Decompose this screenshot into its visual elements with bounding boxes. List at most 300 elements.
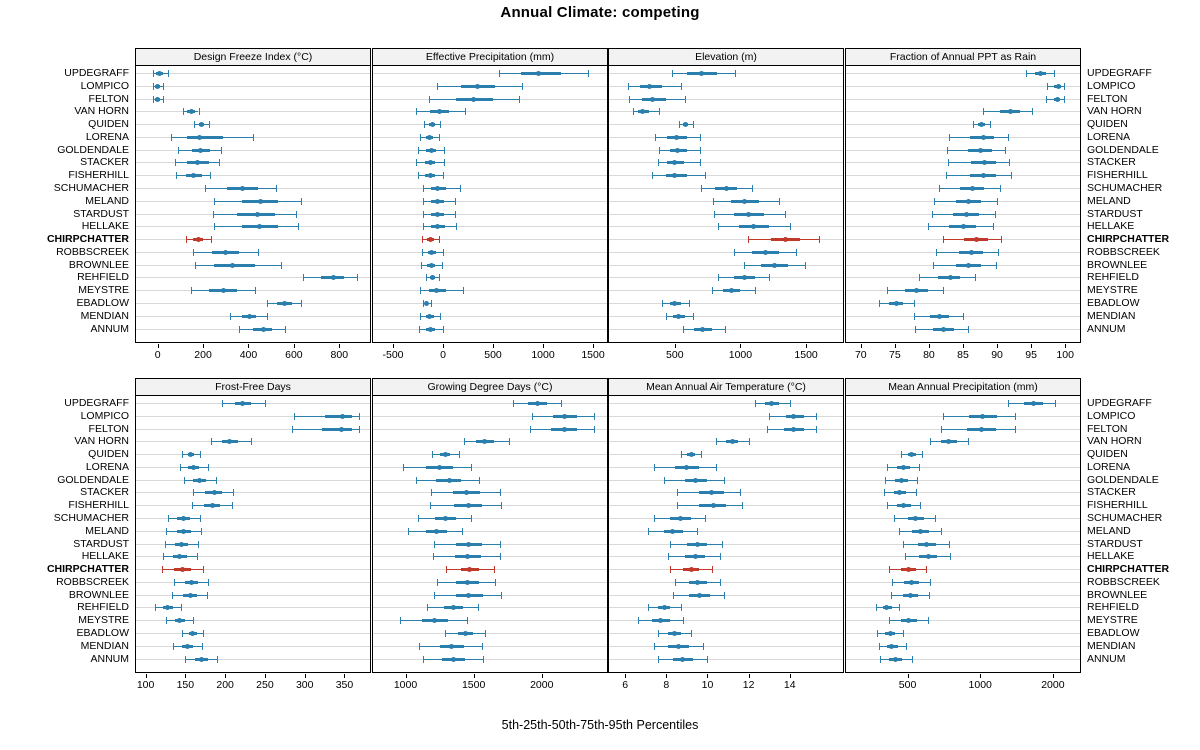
whisker-cap	[155, 604, 156, 611]
median-marker	[451, 657, 456, 662]
median-marker	[672, 631, 677, 636]
whisker-cap	[418, 147, 419, 154]
median-marker	[884, 605, 889, 610]
whisker-cap	[426, 274, 427, 281]
site-label: EBADLOW	[1087, 297, 1140, 309]
whisker-cap	[655, 134, 656, 141]
median-marker	[191, 173, 196, 178]
whisker-cap	[446, 566, 447, 573]
whisker-cap	[707, 656, 708, 663]
grid-line	[846, 467, 1080, 468]
whisker-cap	[500, 489, 501, 496]
whisker-cap	[975, 274, 976, 281]
axis-tick	[707, 674, 708, 678]
whisker-cap	[483, 656, 484, 663]
whisker-cap	[166, 617, 167, 624]
whisker-cap	[742, 502, 743, 509]
whisker-cap	[532, 413, 533, 420]
whisker-cap	[693, 121, 694, 128]
whisker-cap	[437, 83, 438, 90]
grid-line	[609, 633, 843, 634]
site-labels-left	[11, 66, 129, 342]
whisker-cap	[421, 262, 422, 269]
whisker-cap	[755, 400, 756, 407]
whisker-cap	[714, 211, 715, 218]
grid-line	[846, 480, 1080, 481]
whisker-cap	[153, 83, 154, 90]
site-label: SCHUMACHER	[1087, 512, 1163, 524]
grid-line	[373, 239, 607, 240]
whisker-cap	[1055, 400, 1056, 407]
median-marker	[424, 301, 429, 306]
axis-tick-label: 95	[1025, 349, 1037, 361]
whisker-cap	[430, 502, 431, 509]
whisker-cap	[681, 604, 682, 611]
site-label: BROWNLEE	[1087, 259, 1148, 271]
axis-tick	[146, 674, 147, 678]
whisker-cap	[628, 83, 629, 90]
axis-tick	[963, 344, 964, 348]
median-marker	[709, 490, 714, 495]
whisker-cap	[879, 643, 880, 650]
whisker-cap	[431, 300, 432, 307]
whisker-cap	[700, 134, 701, 141]
median-marker	[979, 122, 984, 127]
site-label: LOMPICO	[1087, 80, 1136, 92]
whisker-cap	[1064, 96, 1065, 103]
whisker-cap	[153, 70, 154, 77]
site-label: STARDUST	[1087, 538, 1143, 550]
median-marker	[966, 199, 971, 204]
whisker-cap	[638, 617, 639, 624]
median-marker	[909, 452, 914, 457]
median-marker	[223, 250, 228, 255]
median-marker	[535, 401, 540, 406]
median-marker	[948, 275, 953, 280]
whisker-cap	[914, 313, 915, 320]
whisker-cap	[456, 223, 457, 230]
grid-line	[846, 290, 1080, 291]
whisker-cap	[162, 566, 163, 573]
site-label: LORENA	[85, 131, 129, 143]
site-label: ANNUM	[90, 323, 129, 335]
x-axis	[608, 344, 844, 366]
whisker-cap	[455, 198, 456, 205]
median-marker	[199, 657, 204, 662]
whisker-cap	[934, 198, 935, 205]
whisker-cap	[200, 451, 201, 458]
axis-tick-label: 8	[663, 679, 670, 691]
grid-line	[136, 111, 370, 112]
median-marker	[1056, 84, 1061, 89]
whisker-cap	[973, 121, 974, 128]
whisker-cap	[400, 617, 401, 624]
axis-tick-label: 2000	[1041, 679, 1065, 691]
whisker-cap	[201, 528, 202, 535]
whisker-cap	[422, 249, 423, 256]
median-marker	[427, 314, 432, 319]
median-marker	[428, 160, 433, 165]
whisker-cap	[251, 438, 252, 445]
site-label: HELLAKE	[81, 220, 129, 232]
axis-tick-label: 500	[484, 349, 502, 361]
median-marker	[672, 301, 677, 306]
median-marker	[427, 135, 432, 140]
median-marker	[255, 212, 260, 217]
median-marker	[430, 122, 435, 127]
median-marker	[689, 567, 694, 572]
site-label: BROWNLEE	[1087, 589, 1148, 601]
whisker-cap	[1009, 159, 1010, 166]
grid-line	[609, 175, 843, 176]
median-marker	[689, 452, 694, 457]
median-marker	[258, 199, 263, 204]
axis-tick-label: 200	[216, 679, 234, 691]
x-axis	[135, 344, 371, 366]
whisker-cap	[217, 656, 218, 663]
whisker-cap	[691, 630, 692, 637]
median-marker	[980, 414, 985, 419]
median-marker	[435, 212, 440, 217]
site-label: QUIDEN	[88, 118, 129, 130]
whisker-cap	[718, 274, 719, 281]
whisker-cap	[675, 579, 676, 586]
whisker-cap	[906, 643, 907, 650]
whisker-cap	[479, 477, 480, 484]
median-marker	[894, 301, 899, 306]
whisker-cap	[193, 249, 194, 256]
whisker-cap	[997, 198, 998, 205]
whisker-cap	[949, 541, 950, 548]
median-marker	[763, 250, 768, 255]
whisker-cap	[214, 198, 215, 205]
median-marker	[210, 503, 215, 508]
site-label: MENDIAN	[1087, 310, 1136, 322]
whisker-cap	[440, 121, 441, 128]
whisker-cap	[677, 502, 678, 509]
median-marker	[435, 199, 440, 204]
site-label: STACKER	[80, 486, 129, 498]
grid-line	[609, 329, 843, 330]
panel-2-1	[372, 48, 608, 343]
grid-line	[373, 290, 607, 291]
whisker-cap	[943, 413, 944, 420]
whisker-cap	[629, 96, 630, 103]
grid-line	[373, 111, 607, 112]
grid-line	[609, 569, 843, 570]
interquartile-bar	[187, 136, 223, 139]
whisker-cap	[885, 477, 886, 484]
whisker-cap	[194, 121, 195, 128]
whisker-cap	[359, 413, 360, 420]
grid-line	[373, 150, 607, 151]
axis-tick-label: -500	[382, 349, 404, 361]
whisker-cap	[258, 249, 259, 256]
whisker-cap	[195, 262, 196, 269]
site-label: QUIDEN	[88, 448, 129, 460]
whisker-cap	[460, 185, 461, 192]
whisker-cap	[419, 326, 420, 333]
whisker-cap	[1001, 236, 1002, 243]
grid-line	[609, 518, 843, 519]
plot-area	[373, 66, 607, 342]
site-label: HELLAKE	[1087, 550, 1135, 562]
axis-tick-label: 75	[889, 349, 901, 361]
site-label: EBADLOW	[1087, 627, 1140, 639]
grid-line	[373, 124, 607, 125]
whisker-cap	[915, 326, 916, 333]
median-marker	[155, 97, 160, 102]
median-marker	[700, 327, 705, 332]
median-marker	[918, 529, 923, 534]
site-label: GOLDENDALE	[1087, 474, 1159, 486]
grid-line	[609, 137, 843, 138]
whisker-cap	[928, 223, 929, 230]
median-marker	[179, 542, 184, 547]
axis-tick-label: 200	[194, 349, 212, 361]
grid-line	[373, 137, 607, 138]
median-marker	[429, 263, 434, 268]
whisker-cap	[749, 438, 750, 445]
whisker-cap	[755, 287, 756, 294]
grid-line	[373, 188, 607, 189]
site-label: LOMPICO	[80, 410, 129, 422]
plot-area	[373, 396, 607, 672]
grid-line	[136, 73, 370, 74]
median-marker	[676, 314, 681, 319]
grid-line	[846, 595, 1080, 596]
whisker-cap	[267, 300, 268, 307]
whisker-cap	[658, 630, 659, 637]
median-marker	[888, 631, 893, 636]
median-marker	[981, 135, 986, 140]
grid-line	[609, 659, 843, 660]
whisker-cap	[713, 198, 714, 205]
whisker-cap	[916, 489, 917, 496]
axis-tick-label: 2000	[530, 679, 554, 691]
median-marker	[674, 135, 679, 140]
median-marker	[650, 97, 655, 102]
median-marker	[428, 327, 433, 332]
whisker-cap	[184, 477, 185, 484]
site-label: MELAND	[85, 525, 129, 537]
whisker-cap	[301, 198, 302, 205]
site-label: ROBBSCREEK	[56, 576, 129, 588]
whisker-cap	[281, 262, 282, 269]
whisker-cap	[648, 604, 649, 611]
median-marker	[340, 414, 345, 419]
whisker-cap	[419, 643, 420, 650]
grid-line	[373, 162, 607, 163]
site-label: GOLDENDALE	[57, 144, 129, 156]
whisker-cap	[712, 287, 713, 294]
whisker-cap	[209, 121, 210, 128]
axis-tick-label: 600	[285, 349, 303, 361]
whisker-cap	[431, 489, 432, 496]
grid-line	[136, 659, 370, 660]
whisker-cap	[423, 656, 424, 663]
plot-area	[609, 66, 843, 342]
whisker-cap	[443, 249, 444, 256]
whisker-cap	[180, 464, 181, 471]
grid-line	[373, 252, 607, 253]
median-marker	[913, 516, 918, 521]
median-marker	[188, 593, 193, 598]
whisker-cap	[416, 159, 417, 166]
whisker-cap	[703, 643, 704, 650]
whisker-cap	[200, 515, 201, 522]
grid-line	[609, 265, 843, 266]
axis-tick	[790, 674, 791, 678]
site-label: QUIDEN	[1087, 118, 1128, 130]
whisker-cap	[186, 236, 187, 243]
grid-line	[609, 124, 843, 125]
x-axis	[135, 674, 371, 696]
median-marker	[678, 516, 683, 521]
whisker-cap	[443, 326, 444, 333]
median-marker	[189, 109, 194, 114]
median-marker	[724, 186, 729, 191]
site-label: REHFIELD	[1087, 601, 1139, 613]
median-marker	[185, 644, 190, 649]
whisker-cap	[769, 413, 770, 420]
plot-area	[136, 396, 370, 672]
whisker-cap	[943, 236, 944, 243]
median-marker	[464, 490, 469, 495]
interquartile-bar	[521, 72, 561, 75]
whisker-cap	[501, 502, 502, 509]
axis-tick-label: 300	[295, 679, 314, 691]
whisker-cap	[899, 604, 900, 611]
whisker-cap	[936, 249, 937, 256]
axis-tick-label: 150	[176, 679, 195, 691]
whisker-cap	[689, 300, 690, 307]
median-marker	[1031, 401, 1036, 406]
whisker-cap	[767, 426, 768, 433]
whisker-cap	[485, 630, 486, 637]
grid-line	[846, 99, 1080, 100]
whisker-cap	[303, 274, 304, 281]
axis-tick	[625, 674, 626, 678]
whisker-cap	[877, 630, 878, 637]
grid-line	[609, 454, 843, 455]
whisker-cap	[357, 274, 358, 281]
whisker-cap	[658, 159, 659, 166]
axis-tick	[225, 674, 226, 678]
whisker-cap	[233, 489, 234, 496]
whisker-cap	[482, 643, 483, 650]
median-marker	[658, 618, 663, 623]
whisker-cap	[941, 426, 942, 433]
whisker-cap	[926, 566, 927, 573]
whisker-cap	[948, 159, 949, 166]
axis-tick-label: 1000	[531, 349, 555, 361]
grid-line	[136, 646, 370, 647]
median-marker	[437, 109, 442, 114]
whisker-cap	[443, 172, 444, 179]
grid-line	[136, 441, 370, 442]
whisker-cap	[509, 438, 510, 445]
whisker-cap	[429, 96, 430, 103]
site-label: HELLAKE	[81, 550, 129, 562]
whisker-cap	[494, 566, 495, 573]
axis-tick	[339, 344, 340, 348]
site-label: ROBBSCREEK	[1087, 576, 1160, 588]
median-marker	[982, 160, 987, 165]
site-label: FELTON	[88, 93, 129, 105]
whisker-cap	[588, 70, 589, 77]
grid-line	[609, 544, 843, 545]
whisker-cap	[805, 262, 806, 269]
site-label: STARDUST	[1087, 208, 1143, 220]
whisker-cap	[1064, 83, 1065, 90]
whisker-cap	[500, 553, 501, 560]
whisker-cap	[685, 96, 686, 103]
axis-tick	[1031, 344, 1032, 348]
median-marker	[914, 288, 919, 293]
median-marker	[221, 288, 226, 293]
median-marker	[693, 478, 698, 483]
panel-3-1	[608, 48, 844, 343]
axis-tick	[861, 344, 862, 348]
whisker-cap	[221, 147, 222, 154]
whisker-cap	[939, 185, 940, 192]
site-label: UPDEGRAFF	[64, 67, 129, 79]
grid-line	[846, 569, 1080, 570]
site-label: FISHERHILL	[1087, 169, 1148, 181]
whisker-cap	[301, 300, 302, 307]
whisker-cap	[420, 313, 421, 320]
site-label: FISHERHILL	[68, 499, 129, 511]
whisker-cap	[946, 172, 947, 179]
median-marker	[670, 529, 675, 534]
axis-tick	[443, 344, 444, 348]
site-label: ANNUM	[1087, 323, 1126, 335]
whisker-cap	[790, 223, 791, 230]
whisker-cap	[219, 159, 220, 166]
grid-line	[136, 505, 370, 506]
whisker-cap	[420, 134, 421, 141]
site-label: GOLDENDALE	[57, 474, 129, 486]
median-marker	[197, 478, 202, 483]
plot-area	[609, 396, 843, 672]
whisker-cap	[153, 96, 154, 103]
whisker-cap	[654, 515, 655, 522]
whisker-cap	[930, 438, 931, 445]
whisker-cap	[929, 592, 930, 599]
panel-1-2	[135, 378, 371, 673]
site-label: FELTON	[1087, 423, 1128, 435]
x-axis	[608, 674, 844, 696]
median-marker	[463, 631, 468, 636]
median-marker	[711, 503, 716, 508]
median-marker	[434, 529, 439, 534]
whisker-cap	[912, 656, 913, 663]
median-marker	[742, 275, 747, 280]
median-marker	[1038, 71, 1043, 76]
median-marker	[430, 275, 435, 280]
site-label: MENDIAN	[1087, 640, 1136, 652]
median-marker	[978, 148, 983, 153]
median-marker	[672, 160, 677, 165]
whisker-cap	[433, 553, 434, 560]
site-label: MEYSTRE	[1087, 284, 1138, 296]
median-marker	[746, 212, 751, 217]
median-marker	[791, 414, 796, 419]
median-marker	[729, 288, 734, 293]
axis-tick-label: 80	[923, 349, 935, 361]
median-marker	[230, 263, 235, 268]
